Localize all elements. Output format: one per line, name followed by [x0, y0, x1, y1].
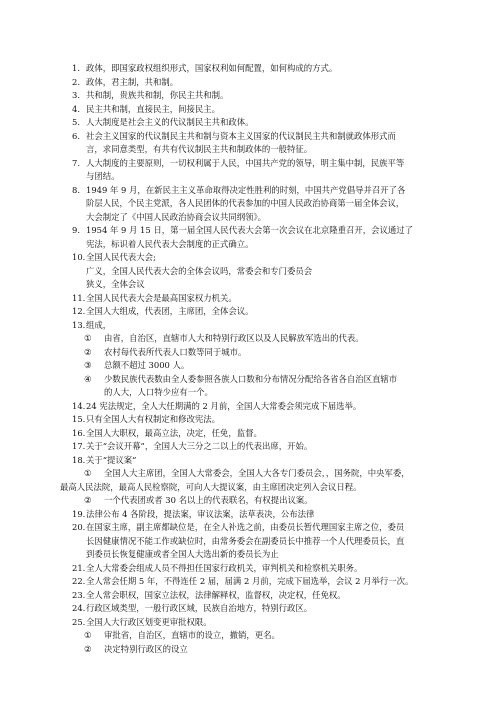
list-item	[72, 616, 456, 630]
sub-item	[84, 467, 456, 481]
sub-marker: ①	[84, 468, 92, 478]
item-text: 全国人大职权，最高立法，决定，任免，监督。	[86, 427, 262, 438]
sub-list-18	[60, 467, 456, 508]
item-number: 20.	[72, 522, 86, 532]
list-item	[72, 400, 456, 414]
item-text: 政体，即国家政权组织形式，国家权利如何配置，如何构成的方式。	[86, 63, 338, 73]
item-number: 12.	[72, 306, 86, 316]
sub-marker: ②	[84, 495, 92, 505]
sub-item	[84, 494, 456, 508]
item-text: 到委员长恢复健康或者全国人大选出新的委员长为止	[86, 549, 279, 559]
item-text: 阶层人民，个民主党派，各人民团体的代表参加的中国人民政治协商第一届全体会议，	[86, 198, 405, 208]
item-text: 共和制，贵族共和制，你民主共和制。	[86, 90, 229, 100]
sub-text: 审批省，自治区，直辖市的设立，撤销，更名。	[104, 630, 280, 640]
sub-marker: ②	[84, 346, 92, 357]
sub-list-13	[72, 332, 456, 400]
item-number: 15.	[72, 414, 86, 424]
item-number: 9.	[72, 225, 80, 235]
list-item	[72, 508, 456, 522]
item-text: 全国人民代表大会;	[86, 252, 156, 262]
item-text: 人大制度的主要原则，一切权利属于人民，中国共产党的领导，明主集中制，民族平等	[86, 157, 405, 168]
list-item	[72, 62, 456, 76]
sub-marker: ①	[84, 630, 92, 640]
item-text: 长因健康情况不能工作或缺位时，由常务委会在副委员长中推荐一个人代理委员长，直	[86, 535, 405, 546]
item-number: 19.	[72, 508, 86, 519]
list-item	[72, 184, 456, 225]
item-text: 全人常会职权，国家立法权，法律解释权，监督权，决定权，任免权。	[86, 589, 346, 600]
list-item	[72, 251, 456, 292]
sub-marker: ④	[84, 373, 92, 384]
item-text: 24 宪法规定，全人大任期满的 2 月前，全国人大常委会须完成下届选举。	[86, 400, 362, 411]
item-text: 1949 年 9 月，在新民主主义革命取得决定性胜利的时刻，中国共产党倡导并召开了各	[86, 184, 406, 195]
sub-marker: ①	[84, 333, 92, 343]
sub-text-continuation: 最高人民法院，最高人民检察院，可向人大提议案，由主席团决定列入会议日程。	[60, 481, 362, 492]
item-text: 广义，全国人民代表大会的全体会议吗，常委会和专门委员会	[86, 265, 313, 276]
item-text: 全国人民代表大会是最高国家权力机关。	[86, 292, 237, 303]
list-item	[72, 562, 456, 576]
item-number: 22.	[72, 576, 86, 586]
item-number: 16.	[72, 427, 86, 438]
list-group-2	[72, 400, 456, 468]
item-text: 狭义，全体会议	[86, 279, 145, 289]
list-item	[72, 76, 456, 90]
item-text: 全国人大组成，代表团，主席团，全体会议。	[86, 306, 254, 316]
item-number: 24.	[72, 603, 86, 613]
item-number: 23.	[72, 589, 86, 600]
sub-text: 少数民族代表数由全人委参照各族人口数和分布情况分配给各省各自治区直辖市	[104, 373, 398, 384]
list-group-3	[72, 508, 456, 630]
item-text: 政体，君主制，共和制。	[86, 76, 179, 87]
list-item	[72, 157, 456, 184]
sub-item	[84, 629, 456, 643]
sub-text: 由省，自治区，直辖市人大和特别行政区以及人民解放军选出的代表。	[104, 333, 364, 343]
item-text: 宪法，标识着人民代表大会制度的正式确立。	[86, 238, 254, 249]
list-item	[72, 589, 456, 603]
item-text: 关于“提议案”	[86, 454, 137, 465]
item-number: 6.	[72, 130, 80, 141]
list-group-1	[72, 62, 456, 332]
list-item	[72, 602, 456, 616]
item-number: 17.	[72, 441, 86, 451]
item-number: 7.	[72, 157, 80, 168]
item-number: 2.	[72, 76, 80, 87]
item-text: 法律公布 4 各阶段，提法案，审议法案，法草表决，公布法律	[86, 508, 315, 519]
item-text: 组成，	[86, 319, 112, 330]
list-item	[72, 130, 456, 157]
sub-item	[84, 346, 456, 360]
list-item	[72, 89, 456, 103]
list-item	[72, 224, 456, 251]
sub-marker: ③	[84, 360, 92, 370]
sub-list-25	[72, 629, 456, 656]
sub-item	[84, 359, 456, 373]
item-number: 11.	[72, 292, 86, 303]
item-text: 与团结。	[86, 171, 120, 181]
item-text: 关于“会议开幕”，全国人大三分之二以上的代表出席，开始。	[86, 441, 313, 451]
item-text: 大会制定了《中国人民政治协商会议共同纲领》。	[86, 211, 267, 222]
item-number: 14.	[72, 400, 86, 411]
sub-text: 全国人大主席团，全国人大常委会，全国人大各专门委员会，，国务院，中央军委，	[104, 468, 410, 478]
sub-text: 决定特别行政区的设立	[104, 643, 188, 654]
sub-text: 的人大，人口特少应有一个。	[104, 387, 213, 397]
item-text: 民主共和制，直接民主，间接民主。	[86, 103, 220, 114]
item-number: 25.	[72, 616, 86, 627]
item-text: 言，求同意类型，有共有代议制民主共和制政体的一般特征。	[86, 144, 313, 154]
list-item	[72, 454, 456, 468]
item-number: 4.	[72, 103, 80, 114]
item-number: 3.	[72, 90, 80, 100]
item-text: 全国人大行政区划变更审批权限。	[86, 616, 212, 627]
item-number: 21.	[72, 562, 86, 573]
item-text: 社会主义国家的代议制民主共和制与资本主义国家的代议制民主共和制就政体形式而	[86, 130, 396, 141]
list-item	[72, 103, 456, 117]
sub-item	[84, 643, 456, 657]
item-text: 全人大常委会组成人员不得担任国家行政机关，审判机关和检察机关职务。	[86, 562, 363, 573]
item-number: 5.	[72, 117, 80, 127]
item-text: 只有全国人大有权制定和修改宪法。	[86, 414, 220, 424]
item-number: 8.	[72, 184, 80, 195]
sub-marker: ②	[84, 643, 92, 654]
list-item	[72, 521, 456, 562]
sub-item	[84, 373, 456, 400]
item-number: 18.	[72, 454, 86, 465]
item-text: 行政区域类型，一般行政区域，民族自治地方，特别行政区。	[86, 603, 313, 613]
list-item	[72, 440, 456, 454]
list-item	[72, 413, 456, 427]
item-number: 1.	[72, 63, 80, 73]
list-item	[72, 305, 456, 319]
list-item	[72, 292, 456, 306]
sub-item	[84, 332, 456, 346]
sub-text: 农村每代表所代表人口数等同于城市。	[104, 346, 247, 357]
list-item	[72, 319, 456, 333]
item-text: 在国家主席，副主席都缺位是，在全人补选之前，由委员长暂代理国家主席之位，委员	[86, 522, 405, 532]
list-item	[72, 427, 456, 441]
sub-text: 总额不超过 3000 人。	[104, 360, 190, 370]
item-number: 10.	[72, 252, 86, 262]
item-number: 13.	[72, 319, 86, 330]
item-text: 1954 年 9 月 15 日，第一届全国人民代表大会第一次会议在北京隆重召开，会议通过了	[86, 225, 413, 235]
item-text: 人大制度是社会主义的代议制民主共和政体。	[86, 117, 254, 127]
item-text: 全人常会任期 5 年，不得连任 2 届，届满 2 月前，完成下届选举，会议 2 月举行一次。	[86, 576, 414, 586]
list-item	[72, 575, 456, 589]
list-item	[72, 116, 456, 130]
sub-text: 一个代表团或者 30 名以上的代表联名，有权提出议案。	[104, 495, 313, 505]
